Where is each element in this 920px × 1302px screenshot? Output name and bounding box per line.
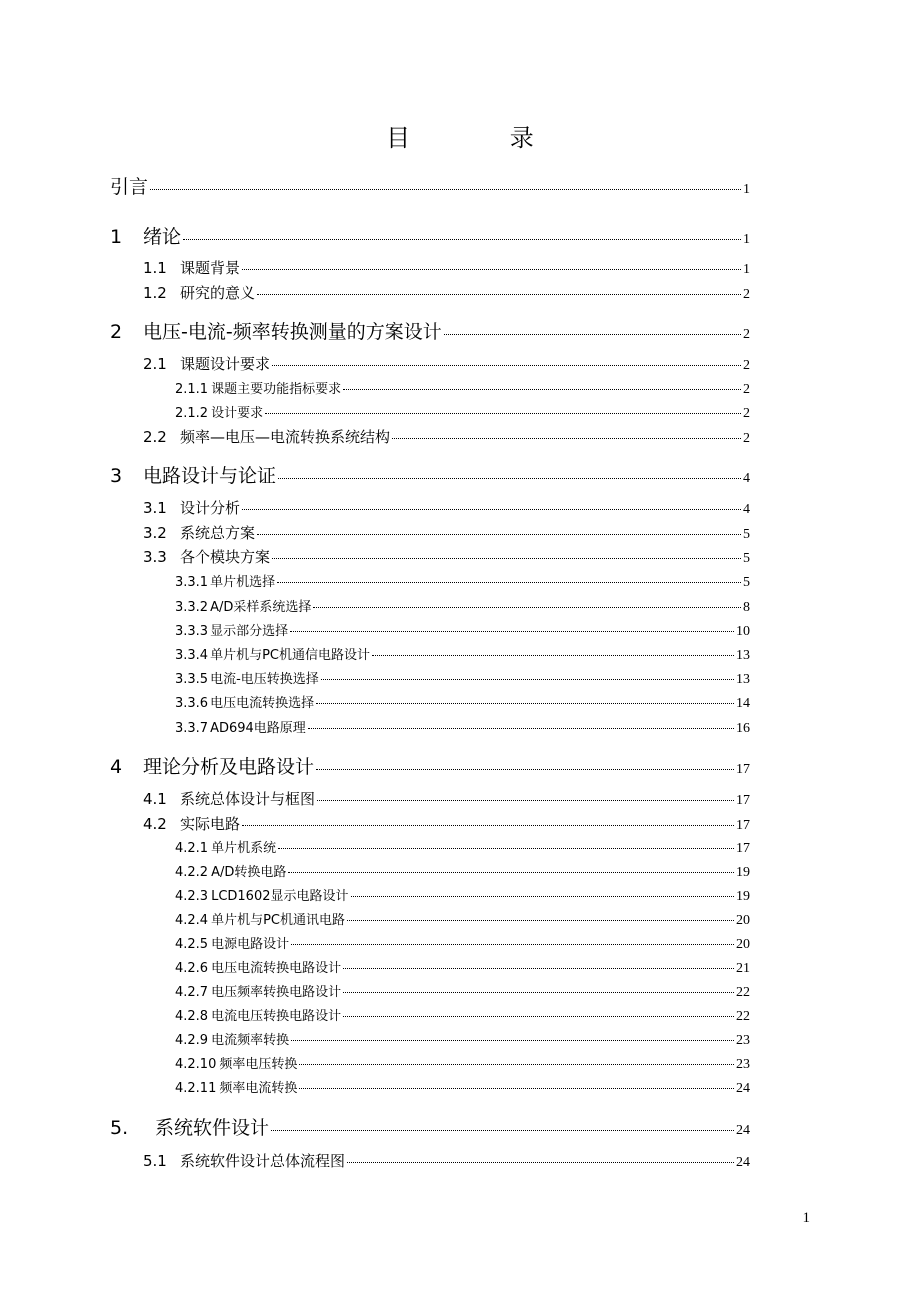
toc-entry-number: 4.2.5 <box>175 937 209 952</box>
toc-entry-number: 4.2.6 <box>175 961 209 976</box>
toc-entry-page: 17 <box>736 818 750 833</box>
dot-leader <box>242 269 741 270</box>
toc-entry-page: 5 <box>743 527 750 542</box>
toc-entry[interactable] <box>175 717 750 737</box>
toc-entry-page: 24 <box>736 1081 750 1096</box>
toc-entry-label: 电流-电压转换选择 <box>210 672 319 687</box>
toc-entry-label: 系统总体设计与框图 <box>180 790 316 808</box>
dot-leader <box>242 825 734 826</box>
toc-entry-page: 2 <box>743 406 750 421</box>
dot-leader <box>343 389 741 390</box>
dot-leader <box>313 607 741 608</box>
dot-leader <box>242 509 741 510</box>
toc-entry-label: 电路设计与论证 <box>143 465 277 487</box>
toc-entry-number: 2.1.1 <box>175 382 209 397</box>
toc-entry[interactable] <box>143 546 750 567</box>
toc-entry-label: LCD1602显示电路设计 <box>211 889 349 904</box>
toc-entry[interactable] <box>175 620 750 640</box>
toc-entry[interactable] <box>175 378 750 398</box>
toc-entry-number: 2 <box>110 321 123 343</box>
toc-entry-page: 23 <box>736 1057 750 1072</box>
toc-entry-label: 单片机与PC机通信电路设计 <box>210 648 370 663</box>
toc-entry-label: 频率电压转换 <box>219 1057 298 1072</box>
toc-entry-page: 22 <box>736 1009 750 1024</box>
toc-entry-number: 4.2.8 <box>175 1009 209 1024</box>
dot-leader <box>278 478 741 479</box>
toc-entry-page: 17 <box>736 841 750 856</box>
toc-entry[interactable] <box>175 957 750 977</box>
toc-entry[interactable] <box>175 668 750 688</box>
dot-leader <box>444 334 741 335</box>
toc-entry-number: 3.2 <box>143 524 167 542</box>
toc-entry-number: 1.1 <box>143 259 167 277</box>
dot-leader <box>316 703 734 704</box>
dot-leader <box>278 848 734 849</box>
toc-entry-label: 引言 <box>110 176 149 198</box>
dot-leader <box>150 189 741 190</box>
toc-entry[interactable] <box>110 1113 750 1140</box>
toc-entry-number: 3.3 <box>143 548 167 566</box>
dot-leader <box>271 1130 734 1131</box>
toc-entry-label: 电压-电流-频率转换测量的方案设计 <box>143 321 442 343</box>
toc-entry-label: 设计要求 <box>211 406 264 421</box>
dot-leader <box>347 1162 734 1163</box>
toc-entry[interactable] <box>175 571 750 591</box>
toc-entry[interactable] <box>175 1029 750 1049</box>
toc-entry[interactable] <box>143 788 750 809</box>
toc-entry-number: 2.2 <box>143 428 167 446</box>
toc-entry[interactable] <box>175 861 750 881</box>
toc-entry-page: 1 <box>743 182 750 197</box>
toc-entry-page: 19 <box>736 889 750 904</box>
toc-entry[interactable] <box>110 222 750 249</box>
dot-leader <box>351 896 735 897</box>
toc-entry[interactable] <box>143 282 750 303</box>
toc-entry-number: 3.3.1 <box>175 575 209 590</box>
toc-entry-number: 2.1.2 <box>175 406 209 421</box>
dot-leader <box>277 582 741 583</box>
toc-entry-page: 21 <box>736 961 750 976</box>
toc-entry-number: 3.3.3 <box>175 624 209 639</box>
toc-entry[interactable] <box>143 353 750 374</box>
toc-entry-page: 24 <box>736 1123 750 1138</box>
toc-entry-page: 5 <box>743 575 750 590</box>
toc-entry[interactable] <box>143 426 750 447</box>
toc-entry-page: 19 <box>736 865 750 880</box>
toc-entry-page: 1 <box>743 262 750 277</box>
toc-entry[interactable] <box>175 885 750 905</box>
toc-title: 目 录 <box>386 124 580 152</box>
toc-entry-label: A/D转换电路 <box>211 865 287 880</box>
toc-entry[interactable] <box>175 933 750 953</box>
toc-entry-label: 系统软件设计 <box>155 1117 270 1139</box>
toc-entry-label: 频率—电压—电流转换系统结构 <box>180 428 391 446</box>
toc-entry-page: 14 <box>736 696 750 711</box>
toc-entry[interactable] <box>143 522 750 543</box>
dot-leader <box>257 534 741 535</box>
toc-entry-page: 23 <box>736 1033 750 1048</box>
toc-entry-number: 3 <box>110 465 123 487</box>
dot-leader <box>317 800 734 801</box>
toc-entry-page: 5 <box>743 551 750 566</box>
dot-leader <box>343 1016 734 1017</box>
toc-entry-number: 4.2.1 <box>175 841 209 856</box>
toc-entry-label: 课题背景 <box>180 259 241 277</box>
dot-leader <box>183 239 741 240</box>
toc-entry-label: 电流频率转换 <box>211 1033 290 1048</box>
toc-entry-label: 电源电路设计 <box>211 937 290 952</box>
toc-entry-page: 2 <box>743 287 750 302</box>
toc-entry-label: 各个模块方案 <box>180 548 271 566</box>
toc-entry-page: 4 <box>743 471 750 486</box>
toc-entry-number: 3.1 <box>143 499 167 517</box>
toc-entry-label: 系统总方案 <box>180 524 256 542</box>
toc-entry-number: 4.2.7 <box>175 985 209 1000</box>
toc-entry-label: A/D采样系统选择 <box>210 600 312 615</box>
toc-entry-label: 单片机选择 <box>210 575 276 590</box>
toc-entry-label: 电压电流转换电路设计 <box>211 961 342 976</box>
toc-entry-page: 4 <box>743 502 750 517</box>
dot-leader <box>299 1064 734 1065</box>
toc-entry[interactable] <box>175 1005 750 1025</box>
toc-entry-page: 2 <box>743 358 750 373</box>
toc-entry[interactable] <box>143 1150 750 1171</box>
toc-entry[interactable] <box>175 981 750 1001</box>
toc-entry-label: 单片机系统 <box>211 841 277 856</box>
dot-leader <box>265 413 741 414</box>
toc-entry-page: 2 <box>743 431 750 446</box>
toc-entry-number: 2.1 <box>143 355 167 373</box>
toc-entry-label: 电压电流转换选择 <box>210 696 315 711</box>
toc-entry-label: 设计分析 <box>180 499 241 517</box>
toc-entry[interactable] <box>175 692 750 712</box>
toc-entry-label: 绪论 <box>143 226 182 248</box>
toc-entry-page: 17 <box>736 793 750 808</box>
dot-leader <box>272 558 741 559</box>
dot-leader <box>343 992 734 993</box>
toc-entry[interactable] <box>175 1077 750 1097</box>
toc-entry-page: 10 <box>736 624 750 639</box>
toc-entry-page: 13 <box>736 648 750 663</box>
toc-entry-page: 2 <box>743 382 750 397</box>
toc-entry-label: 单片机与PC机通讯电路 <box>211 913 345 928</box>
toc-entry-label: 电流电压转换电路设计 <box>211 1009 342 1024</box>
toc-entry-label: 电压频率转换电路设计 <box>211 985 342 1000</box>
dot-leader <box>272 365 741 366</box>
toc-entry-label: 理论分析及电路设计 <box>143 756 315 778</box>
toc-entry-number: 5.1 <box>143 1152 167 1170</box>
toc-entry[interactable] <box>143 257 750 278</box>
toc-entry-label: 课题设计要求 <box>180 355 271 373</box>
toc-entry-page: 20 <box>736 937 750 952</box>
dot-leader <box>316 769 734 770</box>
toc-entry-number: 4.2.2 <box>175 865 209 880</box>
dot-leader <box>257 294 741 295</box>
toc-entry[interactable] <box>175 644 750 664</box>
toc-entry[interactable] <box>175 1053 750 1073</box>
toc-entry-number: 1 <box>110 226 123 248</box>
dot-leader <box>299 1088 734 1089</box>
toc-entry-label: 显示部分选择 <box>210 624 289 639</box>
toc-entry-label: 课题主要功能指标要求 <box>211 382 342 397</box>
toc-entry[interactable] <box>175 596 750 616</box>
toc-entry-page: 2 <box>743 327 750 342</box>
toc-entry-label: 频率电流转换 <box>219 1081 298 1096</box>
toc-entry-number: 3.3.2 <box>175 600 209 615</box>
toc-entry-number: 4.2 <box>143 815 167 833</box>
page-number: 1 <box>802 1210 810 1226</box>
toc-entry-page: 22 <box>736 985 750 1000</box>
toc-entry[interactable] <box>110 317 750 344</box>
toc-entry-number: 4.2.11 <box>175 1081 217 1096</box>
toc-entry-number: 4.1 <box>143 790 167 808</box>
toc-entry-label: AD694电路原理 <box>210 721 306 736</box>
toc-entry-number: 3.3.5 <box>175 672 209 687</box>
toc-entry-number: 1.2 <box>143 284 167 302</box>
dot-leader <box>347 920 734 921</box>
dot-leader <box>372 655 734 656</box>
toc-entry-page: 24 <box>736 1155 750 1170</box>
toc-entry-page: 16 <box>736 721 750 736</box>
toc-entry-page: 1 <box>743 232 750 247</box>
toc-entry-label: 研究的意义 <box>180 284 256 302</box>
toc-entry[interactable] <box>143 497 750 518</box>
dot-leader <box>291 1040 734 1041</box>
toc-entry[interactable] <box>143 813 750 834</box>
toc-entry-page: 13 <box>736 672 750 687</box>
toc-entry[interactable] <box>110 752 750 779</box>
toc-entry-number: 3.3.7 <box>175 721 209 736</box>
dot-leader <box>343 968 734 969</box>
dot-leader <box>321 679 734 680</box>
toc-entry-label: 系统软件设计总体流程图 <box>180 1152 346 1170</box>
toc-entry[interactable] <box>110 461 750 488</box>
toc-entry[interactable] <box>175 402 750 422</box>
toc-entry[interactable] <box>110 172 750 199</box>
toc-entry-label: 实际电路 <box>180 815 241 833</box>
toc-entry-number: 4.2.4 <box>175 913 209 928</box>
dot-leader <box>291 944 734 945</box>
toc-entry[interactable] <box>175 909 750 929</box>
toc-entry-page: 17 <box>736 762 750 777</box>
toc-entry-number: 4.2.3 <box>175 889 209 904</box>
toc-entry-number: 4 <box>110 756 123 778</box>
toc-entry-page: 20 <box>736 913 750 928</box>
toc-entry-number: 4.2.10 <box>175 1057 217 1072</box>
toc-entry[interactable] <box>175 837 750 857</box>
dot-leader <box>308 728 734 729</box>
toc-entry-number: 4.2.9 <box>175 1033 209 1048</box>
toc-entry-page: 8 <box>743 600 750 615</box>
dot-leader <box>392 438 741 439</box>
dot-leader <box>288 872 734 873</box>
toc-entry-number: 5. <box>110 1117 129 1139</box>
dot-leader <box>290 631 734 632</box>
toc-entry-number: 3.3.6 <box>175 696 209 711</box>
toc-entry-number: 3.3.4 <box>175 648 209 663</box>
